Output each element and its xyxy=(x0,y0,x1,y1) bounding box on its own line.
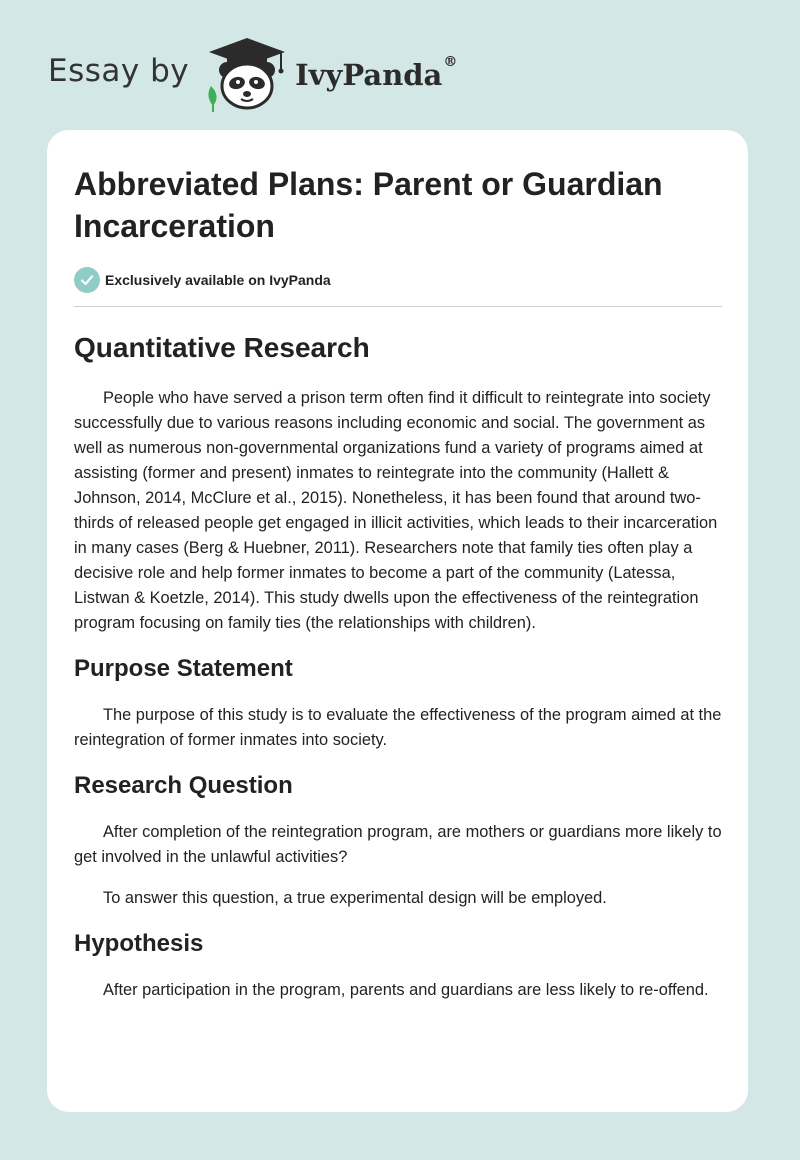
brand-name[interactable]: IvyPanda® xyxy=(295,54,458,92)
page-title: Abbreviated Plans: Parent or Guardian Incarceration xyxy=(74,166,663,244)
exclusive-label: Exclusively available on IvyPanda xyxy=(105,272,331,288)
section-heading-hypothesis: Hypothesis xyxy=(74,930,204,957)
essay-card xyxy=(47,130,748,1112)
essay-by-label: Essay by xyxy=(48,53,190,89)
registered-mark: ® xyxy=(443,54,458,70)
site-header xyxy=(48,34,457,114)
divider xyxy=(74,306,722,307)
section-paragraph: After completion of the reintegration program, are mothers or guardians more likely to get involved in the unlawful activities? xyxy=(74,823,722,866)
check-icon xyxy=(74,267,100,293)
section-heading-purpose-statement: Purpose Statement xyxy=(74,655,293,682)
section-paragraph: To answer this question, a true experimental design will be employed. xyxy=(103,889,607,907)
section-paragraph: After participation in the program, parents and guardians are less likely to re-offend. xyxy=(103,981,709,999)
section-paragraph: People who have served a prison term often find it difficult to reintegrate into society successfully due to various reasons including economic and social. The government as well as numerous non-governmental organizations fund a variety of programs aimed at assisting (former and present) inmates to reintegrate into the community (Hallett & Johnson, 2014, McClure et al., 2015). Nonetheless, it has been found that around two-thirds of released people get engaged in illicit activities, which leads to their incarceration in many cases (Berg & Huebner, 2011). Researchers note that family ties often play a decisive role and help former inmates to become a part of the community (Latessa, Listwan & Koetzle, 2014). This study dwells upon the effectiveness of the reintegration program focusing on family ties (the relationships with children). xyxy=(74,389,718,632)
section-paragraph: The purpose of this study is to evaluate the effectiveness of the program aimed at the reintegration of former inmates into society. xyxy=(74,706,722,749)
section-heading-quantitative-research: Quantitative Research xyxy=(74,332,370,363)
section-heading-research-question: Research Question xyxy=(74,772,293,799)
exclusive-badge xyxy=(74,266,722,294)
panda-logo-icon[interactable] xyxy=(203,34,291,114)
